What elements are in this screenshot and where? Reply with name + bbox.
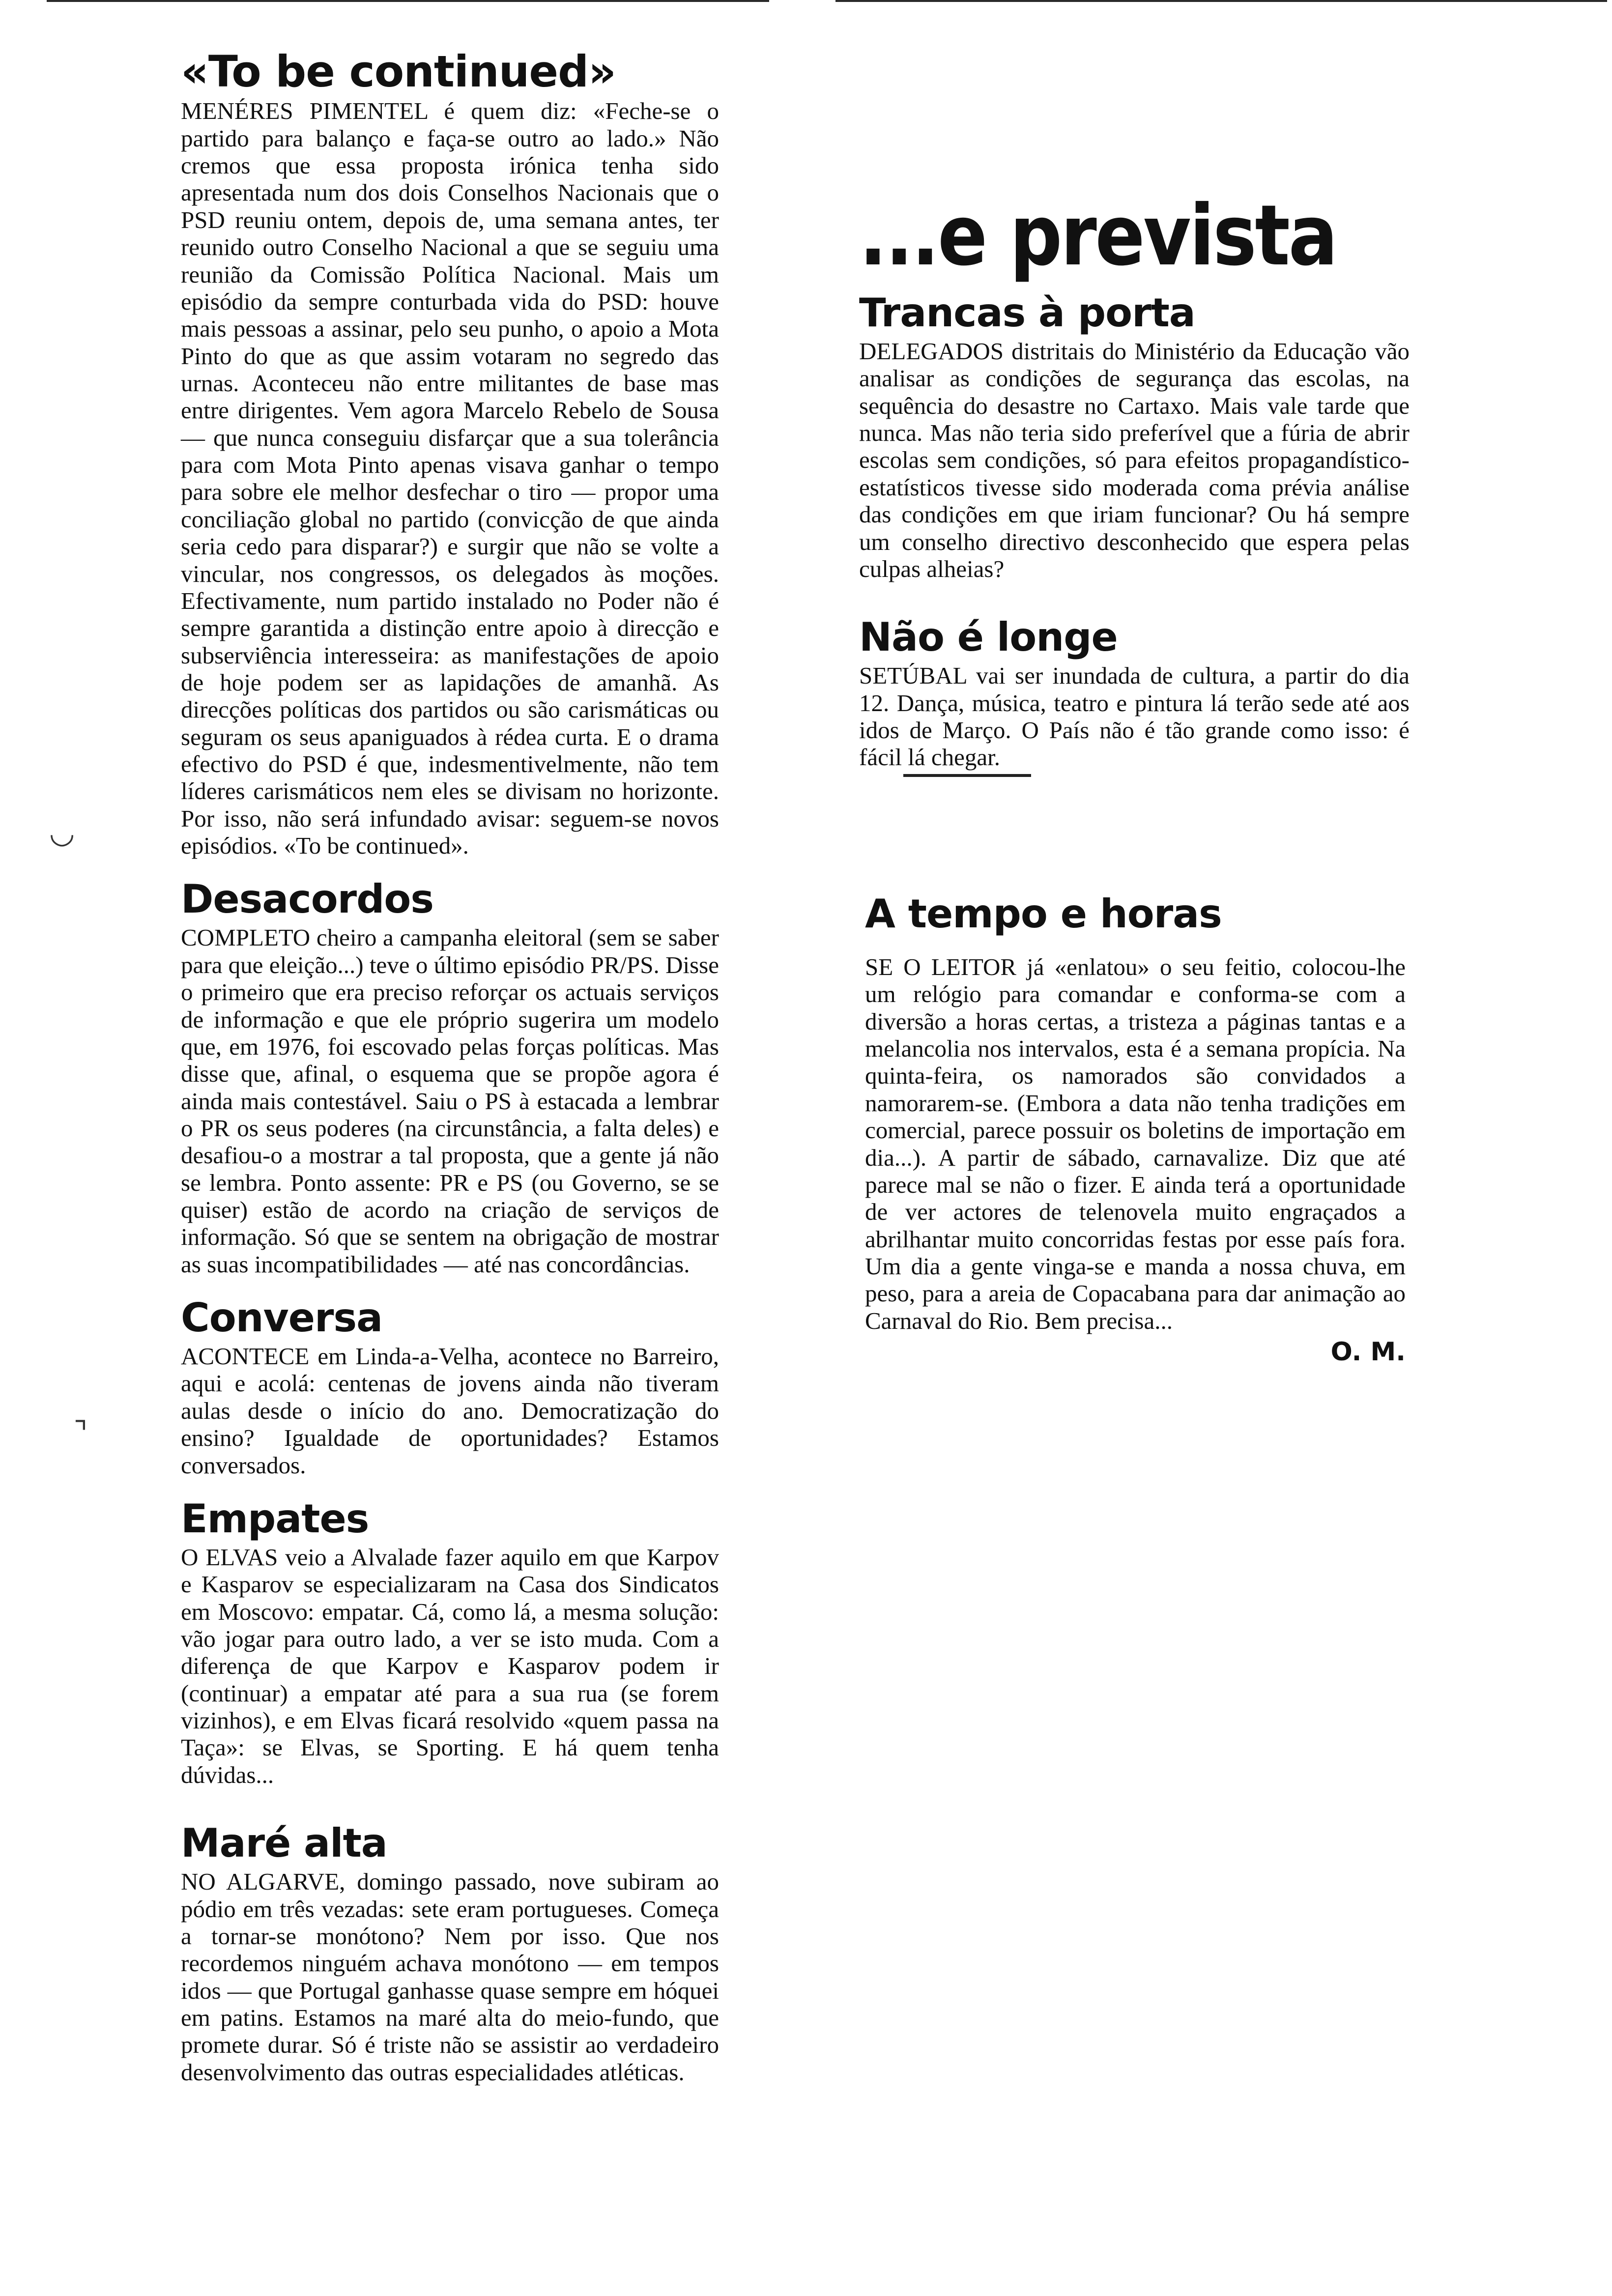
right-column xyxy=(859,187,1410,777)
article-title-mare-alta: Maré alta xyxy=(181,1820,387,1866)
margin-mark-1: ◡ xyxy=(49,817,75,849)
article-body-empates: O ELVAS veio a Alvalade fazer aquilo em que Karpov e Kasparov se especializaram na Casa dos Sindicatos em Moscovo: empatar. Cá, como lá, a mesma solução: vão jogar para outro lado, a ver se isto muda. Com a diferença de que Karpov e Kasparov podem ir (continuar) a empatar até para a sua rua (se forem vizinhos), e em Elvas ficará resolvido «quem passa na Taça»: se Elvas, se Sporting. E há quem tenha dúvidas... xyxy=(181,1543,719,1788)
author-signature: O. M. xyxy=(1330,1337,1406,1367)
article-body-a-tempo-e-horas: SE O LEITOR já «enlatou» o seu feitio, colocou-lhe um relógio para comandar e conforma-se com a diversão a horas certas, a tristeza a páginas tantas e a melancolia nos intervalos, esta é a semana propícia. Na quinta-feira, os namorados são convidados a namorarem-se. (Embora a data não tenha tradições em comercial, parece possuir os boletins de importação em dia...). A partir de sábado, carnavalize. Diz que até parece mal se não o fizer. E ainda terá a oportunidade de ver actores de telenovela muito engraçados a abrilhantar muito concorridas festas por esse país fora. Um dia a gente vinga-se e manda a nossa chuva, em peso, para a areia de Copacabana para dar animação ao Carnaval do Rio. Bem precisa... xyxy=(865,953,1406,1334)
margin-mark-2: ⌝ xyxy=(74,1416,88,1449)
decorative-underline xyxy=(903,774,1031,777)
article-title-desacordos: Desacordos xyxy=(181,876,433,922)
left-column xyxy=(181,46,719,2086)
article-body-to-be-continued: MENÉRES PIMENTEL é quem diz: «Feche-se o partido para balanço e faça-se outro ao lado.» Não cremos que essa proposta irónica tenha sido apresentada num dos dois Conselhos Nacionais que o PSD reuniu ontem, depois de, uma semana antes, ter reunido outro Conselho Nacional a que se seguiu uma reunião da Comissão Política Nacional. Mais um episódio da sempre conturbada vida do PSD: houve mais pessoas a assinar, pelo seu punho, o apoio a Mota Pinto do que as que assim votaram no segredo das urnas. Aconteceu não entre militantes de base mas entre dirigentes. Vem agora Marcelo Rebelo de Sousa — que nunca conseguiu disfarçar que a sua tolerância para com Mota Pinto apenas visava ganhar o tempo para sobre ele melhor desfechar o tiro — propor uma conciliação global no partido (convicção de que ainda seria cedo para disparar?) e surgir que não se volte a vincular, nos congressos, os delegados às moções. Efectivamente, num partido instalado no Poder não é sempre garantida a distinção entre apoio à direcção e subserviência interesseira: as manifestações de apoio de hoje podem ser as lapidações de amanhã. As direcções políticas dos partidos ou são carismáticas ou seguram os seus apaniguados à rédea curta. E o drama efectivo do PSD é que, indesmentivelmente, não tem líderes carismáticos nem eles se divisam no horizonte. Por isso, não será infundado avisar: seguem-se novos episódios. «To be continued». xyxy=(181,97,719,860)
article-title-empates: Empates xyxy=(181,1495,369,1542)
section-title-e-prevista: ...e prevista xyxy=(859,187,1336,285)
article-body-mare-alta: NO ALGARVE, domingo passado, nove subiram ao pódio em três vezadas: sete eram portugueses. Começa a tornar-se monótono? Nem por isso. Que nos recordemos ninguém achava monótono — em tempos idos — que Portugal ganhasse quase sempre em hóquei em patins. Estamos na maré alta do meio-fundo, que promete durar. Só é triste não se assistir ao verdadeiro desenvolvimento das outras especialidades atléticas. xyxy=(181,1868,719,2086)
article-title-to-be-continued: «To be continued» xyxy=(181,46,616,97)
article-body-nao-e-longe: SETÚBAL vai ser inundada de cultura, a partir do dia 12. Dança, música, teatro e pintura lá terão sede até aos idos de Março. O País não é tão grande como isso: é fácil lá chegar. xyxy=(859,662,1410,771)
top-rule-right xyxy=(835,0,1607,2)
article-body-trancas-a-porta: DELEGADOS distritais do Ministério da Educação vão analisar as condições de segurança das escolas, na sequência do desastre no Cartaxo. Mais vale tarde que nunca. Mas não teria sido preferível que a fúria de abrir escolas sem condições, só para efeitos propagandístico-estatísticos tivesse sido moderada coma prévia análise das condições em que iriam funcionar? Ou há sempre um conselho directivo desconhecido que espera pelas culpas alheias? xyxy=(859,338,1410,582)
top-rule-left xyxy=(47,0,769,2)
article-body-desacordos: COMPLETO cheiro a campanha eleitoral (sem se saber para que eleição...) teve o último episódio PR/PS. Disse o primeiro que era preciso reforçar os actuais serviços de informação e que ele próprio sugerira um modelo que, em 1976, foi escovado pelas forças políticas. Mas disse que, afinal, o esquema que se propõe agora é ainda mais contestável. Saiu o PS à estacada a lembrar o PR os seus poderes (na circunstância, a falta deles) e desafiou-o a mostrar a tal proposta, que a gente já não se lembra. Ponto assente: PR e PS (ou Governo, se se quiser) estão de acordo na criação de serviços de informação. Só que se sentem na obrigação de mostrar as suas incompatibilidades — até nas concordâncias. xyxy=(181,924,719,1278)
article-body-conversa: ACONTECE em Linda-a-Velha, acontece no Barreiro, aqui e acolá: centenas de jovens ainda não tiveram aulas desde o início do ano. Democratização do ensino? Igualdade de oportunidades? Estamos conversados. xyxy=(181,1343,719,1479)
article-title-trancas-a-porta: Trancas à porta xyxy=(859,290,1195,336)
article-title-conversa: Conversa xyxy=(181,1295,383,1341)
article-title-nao-e-longe: Não é longe xyxy=(859,614,1118,660)
right-column-lower xyxy=(865,893,1406,1367)
article-title-a-tempo-e-horas: A tempo e horas xyxy=(865,891,1222,937)
